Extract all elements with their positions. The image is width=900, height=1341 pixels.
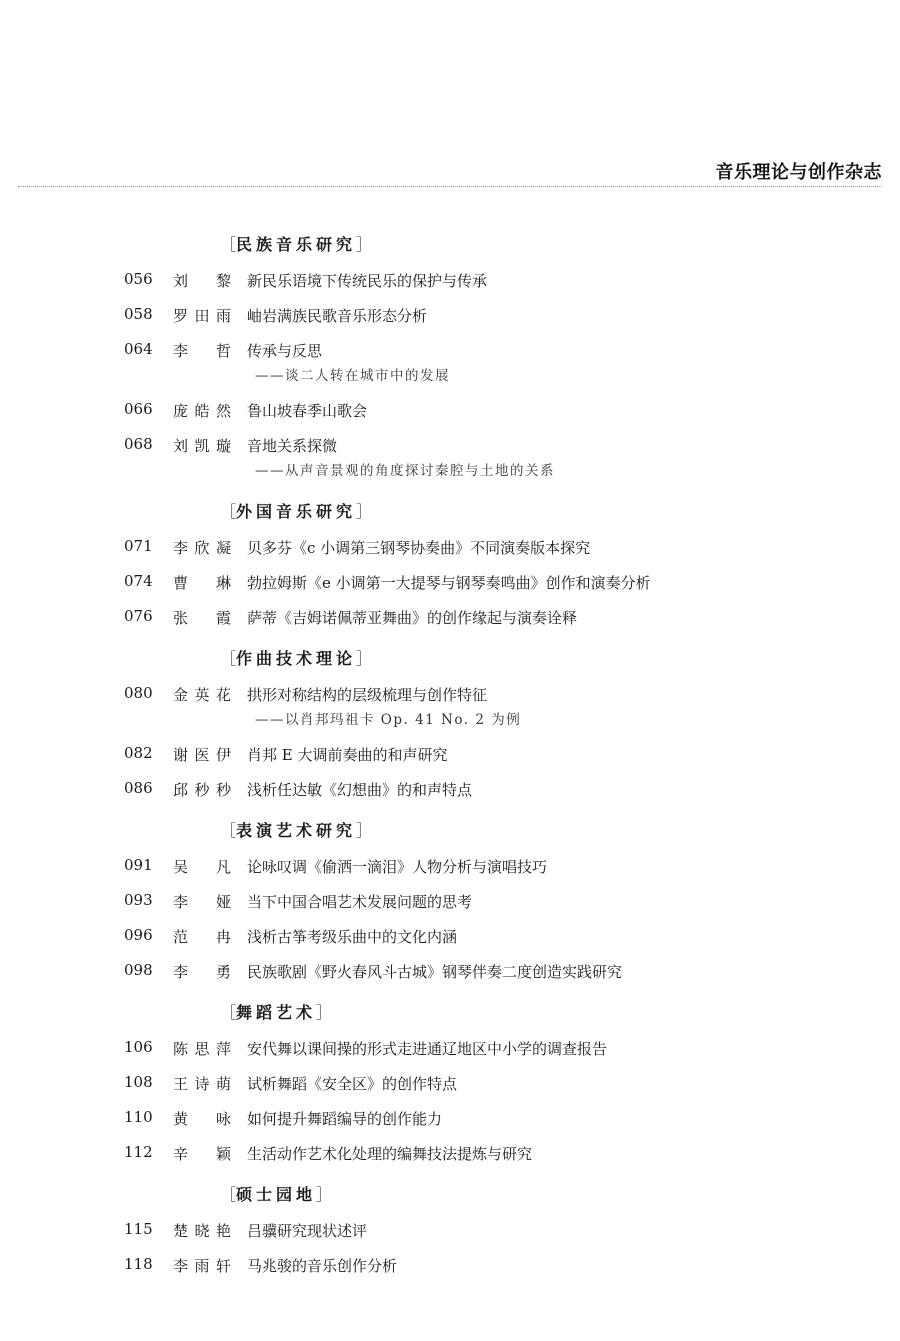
toc-entry[interactable] xyxy=(0,400,900,435)
journal-title: 音乐理论与创作杂志 xyxy=(715,162,882,183)
section-heading xyxy=(0,1182,900,1220)
page-number: 058 xyxy=(124,305,153,323)
article-subtitle: ——从声音景观的角度探讨秦腔与土地的关系 xyxy=(255,463,555,479)
section-heading-text xyxy=(220,1000,332,1023)
page-number: 066 xyxy=(124,400,153,418)
page-number: 082 xyxy=(124,744,153,762)
toc-entry[interactable] xyxy=(0,744,900,779)
section-label: 外国音乐研究 xyxy=(236,502,357,521)
section-heading-text xyxy=(220,499,372,522)
section-heading xyxy=(0,646,900,684)
bracket-left: ［ xyxy=(220,649,237,668)
author-name: 吴 凡 xyxy=(173,858,231,876)
page-number: 106 xyxy=(124,1038,153,1056)
page-number: 076 xyxy=(124,607,153,625)
page-number: 110 xyxy=(124,1108,153,1126)
bracket-right: ］ xyxy=(356,649,373,668)
article-subtitle: ——谈二人转在城市中的发展 xyxy=(255,368,450,384)
article-title: 浅析任达敏《幻想曲》的和声特点 xyxy=(247,781,473,799)
article-title: 马兆骏的音乐创作分析 xyxy=(247,1257,398,1275)
article-title: 如何提升舞蹈编导的创作能力 xyxy=(247,1110,443,1128)
toc-entry[interactable] xyxy=(0,1143,900,1178)
article-title: 勃拉姆斯《e 小调第一大提琴与钢琴奏鸣曲》创作和演奏分析 xyxy=(247,574,651,592)
article-title: 安代舞以课间操的形式走进通辽地区中小学的调查报告 xyxy=(247,1040,608,1058)
author-name: 李欣凝 xyxy=(173,539,231,557)
toc-entry[interactable] xyxy=(0,1073,900,1108)
author-name: 邱秒秒 xyxy=(173,781,231,799)
section-heading-text xyxy=(220,646,372,669)
section-heading xyxy=(0,499,900,537)
author-name: 罗田雨 xyxy=(173,307,231,325)
author-name: 刘 黎 xyxy=(173,272,231,290)
bracket-right: ］ xyxy=(356,235,373,254)
toc-entry[interactable] xyxy=(0,340,900,400)
section-heading-text xyxy=(220,1182,332,1205)
toc-entry[interactable] xyxy=(0,435,900,495)
article-title: 音地关系探微 xyxy=(247,437,338,455)
author-name: 金英花 xyxy=(173,686,231,704)
bracket-right: ］ xyxy=(356,821,373,840)
header-divider xyxy=(18,186,882,187)
bracket-right: ］ xyxy=(316,1185,333,1204)
toc-entry[interactable] xyxy=(0,607,900,642)
page-number: 071 xyxy=(124,537,153,555)
section-heading xyxy=(0,818,900,856)
article-title: 当下中国合唱艺术发展问题的思考 xyxy=(247,893,473,911)
bracket-right: ］ xyxy=(356,502,373,521)
author-name: 曹 琳 xyxy=(173,574,231,592)
author-name: 辛 颖 xyxy=(173,1145,231,1163)
toc-entry[interactable] xyxy=(0,270,900,305)
author-name: 李 勇 xyxy=(173,963,231,981)
article-title: 吕骥研究现状述评 xyxy=(247,1222,368,1240)
bracket-right: ］ xyxy=(316,1003,333,1022)
toc-entry[interactable] xyxy=(0,779,900,814)
section-label: 硕士园地 xyxy=(236,1185,317,1204)
page-number: 064 xyxy=(124,340,153,358)
page-number: 080 xyxy=(124,684,153,702)
toc-entry[interactable] xyxy=(0,537,900,572)
article-title: 贝多芬《c 小调第三钢琴协奏曲》不同演奏版本探究 xyxy=(247,539,591,557)
page-number: 115 xyxy=(124,1220,153,1238)
author-name: 范 冉 xyxy=(173,928,231,946)
author-name: 李 娅 xyxy=(173,893,231,911)
bracket-left: ［ xyxy=(220,502,237,521)
toc-entry[interactable] xyxy=(0,856,900,891)
toc-entry[interactable] xyxy=(0,891,900,926)
toc-entry[interactable] xyxy=(0,1108,900,1143)
article-title: 萨蒂《吉姆诺佩蒂亚舞曲》的创作缘起与演奏诠释 xyxy=(247,609,578,627)
page-number: 096 xyxy=(124,926,153,944)
author-name: 刘凯璇 xyxy=(173,437,231,455)
section-label: 民族音乐研究 xyxy=(236,235,357,254)
article-title: 岫岩满族民歌音乐形态分析 xyxy=(247,307,428,325)
author-name: 黄 咏 xyxy=(173,1110,231,1128)
section-heading xyxy=(0,232,900,270)
article-title: 论咏叹调《偷洒一滴泪》人物分析与演唱技巧 xyxy=(247,858,548,876)
toc-entry[interactable] xyxy=(0,1255,900,1290)
toc-entry[interactable] xyxy=(0,1038,900,1073)
section-label: 作曲技术理论 xyxy=(236,649,357,668)
page-number: 112 xyxy=(124,1143,153,1161)
page-number: 093 xyxy=(124,891,153,909)
section-heading-text xyxy=(220,232,372,255)
toc-entry[interactable] xyxy=(0,926,900,961)
section-label: 表演艺术研究 xyxy=(236,821,357,840)
toc-entry[interactable] xyxy=(0,684,900,744)
section-heading xyxy=(0,1000,900,1038)
page-number: 091 xyxy=(124,856,153,874)
author-name: 张 霞 xyxy=(173,609,231,627)
toc-entry[interactable] xyxy=(0,1220,900,1255)
bracket-left: ［ xyxy=(220,1185,237,1204)
section-label: 舞蹈艺术 xyxy=(236,1003,317,1022)
article-title: 浅析古筝考级乐曲中的文化内涵 xyxy=(247,928,458,946)
author-name: 王诗萌 xyxy=(173,1075,231,1093)
article-title: 民族歌剧《野火春风斗古城》钢琴伴奏二度创造实践研究 xyxy=(247,963,623,981)
page-number: 118 xyxy=(124,1255,153,1273)
bracket-left: ［ xyxy=(220,1003,237,1022)
page-number: 108 xyxy=(124,1073,153,1091)
article-title: 生活动作艺术化处理的编舞技法提炼与研究 xyxy=(247,1145,533,1163)
article-subtitle: ——以肖邦玛祖卡 Op. 41 No. 2 为例 xyxy=(255,712,522,728)
page-number: 098 xyxy=(124,961,153,979)
author-name: 楚晓艳 xyxy=(173,1222,231,1240)
article-title: 新民乐语境下传统民乐的保护与传承 xyxy=(247,272,488,290)
table-of-contents xyxy=(0,232,900,1290)
page-number: 068 xyxy=(124,435,153,453)
author-name: 谢医伊 xyxy=(173,746,231,764)
bracket-left: ［ xyxy=(220,235,237,254)
article-title: 拱形对称结构的层级梳理与创作特征 xyxy=(247,686,488,704)
toc-entry[interactable] xyxy=(0,305,900,340)
article-title: 鲁山坡春季山歌会 xyxy=(247,402,368,420)
page-number: 074 xyxy=(124,572,153,590)
author-name: 庞皓然 xyxy=(173,402,231,420)
section-heading-text xyxy=(220,818,372,841)
toc-entry[interactable] xyxy=(0,572,900,607)
toc-entry[interactable] xyxy=(0,961,900,996)
author-name: 李雨轩 xyxy=(173,1257,231,1275)
bracket-left: ［ xyxy=(220,821,237,840)
article-title: 肖邦 E 大调前奏曲的和声研究 xyxy=(247,746,448,764)
author-name: 李 哲 xyxy=(173,342,231,360)
page-number: 086 xyxy=(124,779,153,797)
author-name: 陈思萍 xyxy=(173,1040,231,1058)
page-number: 056 xyxy=(124,270,153,288)
article-title: 传承与反思 xyxy=(247,342,323,360)
article-title: 试析舞蹈《安全区》的创作特点 xyxy=(247,1075,458,1093)
